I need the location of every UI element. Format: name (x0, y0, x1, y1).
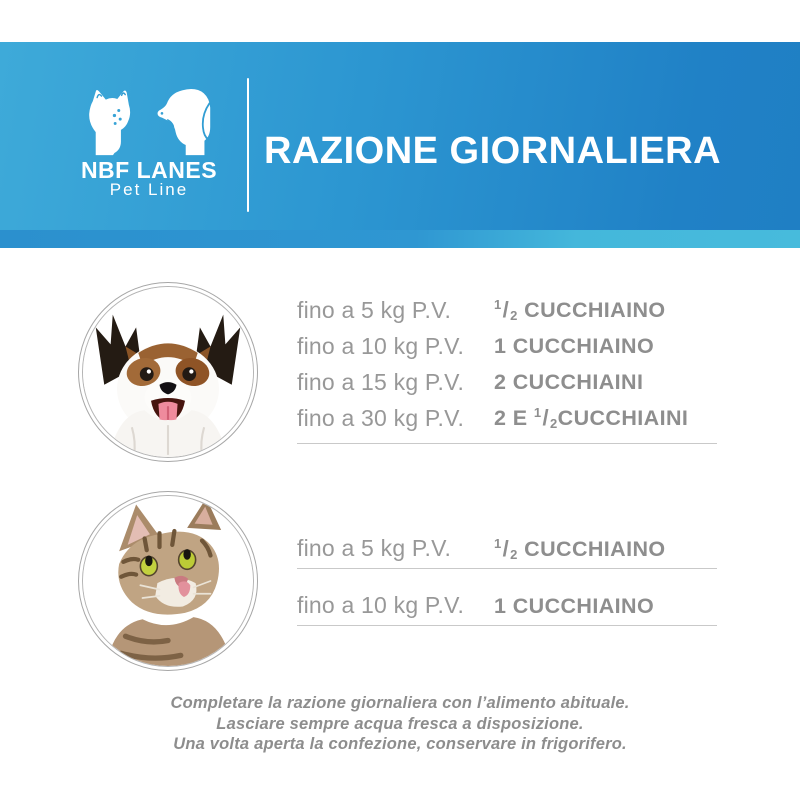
weight-label: fino a 10 kg P.V. (297, 592, 465, 618)
header-banner (0, 42, 800, 230)
weight-label: fino a 5 kg P.V. (297, 296, 452, 323)
fraction: $^1$/2 (494, 297, 518, 323)
dose-value: $^1$/2 CUCCHIAINO (494, 536, 666, 562)
dose-value: $^1$/2 CUCCHIAINO (494, 297, 666, 323)
dose-row (297, 292, 717, 328)
dose-value: 1 CUCCHIAINO (494, 333, 655, 358)
dose-row (297, 364, 717, 400)
brand-name: NBF LANES (80, 157, 218, 183)
dose-value: 2 E $^1$/2CUCCHIAINI (494, 405, 689, 431)
cat-dog-logo-icon (76, 86, 222, 158)
dog-illustration-icon (83, 287, 253, 457)
dose-value: 2 CUCCHIAINI (494, 369, 644, 394)
dose-row (297, 512, 717, 569)
dog-photo (78, 282, 258, 462)
footer-line-2: Lasciare sempre acqua fresca a disposizione. (216, 714, 584, 733)
weight-label: fino a 10 kg P.V. (297, 332, 465, 359)
banner-bottom-strip (0, 230, 800, 248)
weight-label: fino a 5 kg P.V. (297, 535, 452, 561)
weight-label: fino a 15 kg P.V. (297, 368, 465, 395)
footer-line-3: Una volta aperta la confezione, conservare in frigorifero. (173, 735, 627, 753)
dog-dose-table (297, 292, 717, 444)
fraction: $^1$/2 (533, 405, 558, 431)
dose-row (297, 400, 717, 436)
dose-row (297, 328, 717, 364)
cat-dose-table (297, 512, 717, 626)
cat-illustration-icon (83, 496, 253, 666)
cat-photo (78, 491, 258, 671)
footer-notes (0, 693, 800, 755)
dose-row (297, 569, 717, 626)
fraction: $^1$/2 (494, 536, 518, 562)
cat-photo-frame (82, 495, 254, 667)
logo-title-divider (247, 78, 249, 212)
footer-line-1: Completare la razione giornaliera con l’alimento abituale. (170, 694, 630, 712)
weight-label: fino a 30 kg P.V. (297, 404, 465, 431)
brand-tagline: Pet Line (109, 180, 189, 199)
page-title: RAZIONE GIORNALIERA (264, 130, 722, 172)
dose-value: 1 CUCCHIAINO (494, 594, 655, 618)
dog-photo-frame (82, 286, 254, 458)
